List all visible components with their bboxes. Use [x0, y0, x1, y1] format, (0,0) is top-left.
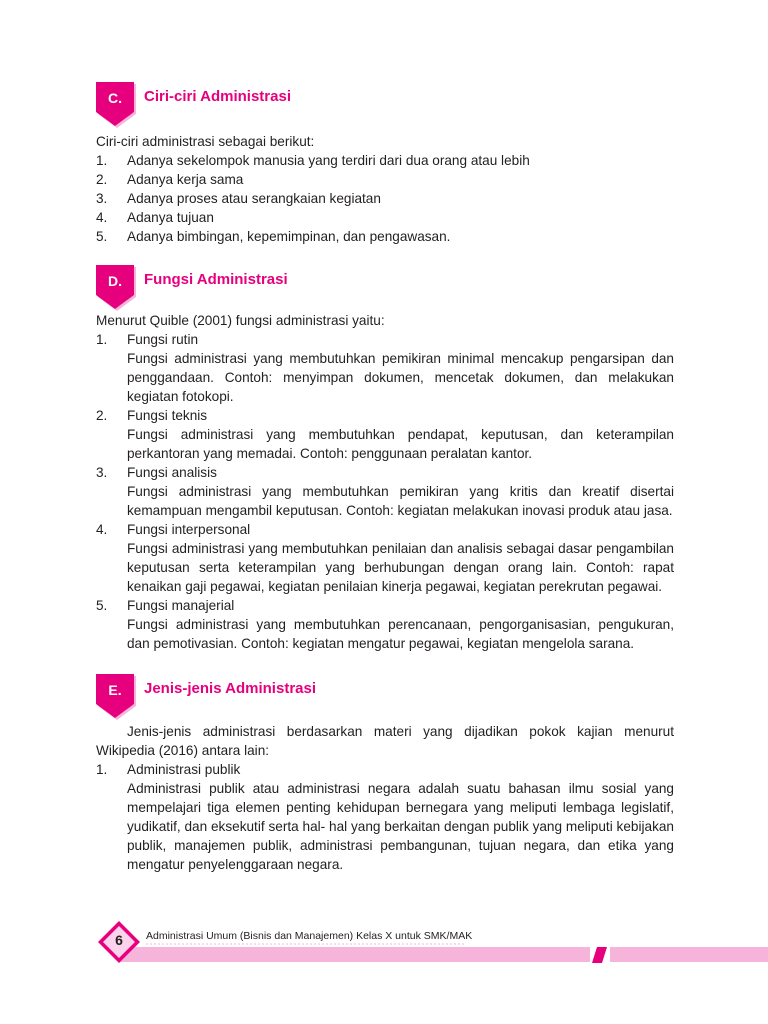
item-number: 2.: [96, 408, 108, 423]
section-title: Jenis-jenis Administrasi: [144, 680, 317, 697]
item-description: Fungsi administrasi yang membutuhkan pemikiran yang kritis dan kreatif disertai kemampuan mengambil keputusan. Contoh: kegiatan melakukan inovasi produk atau jasa.: [127, 484, 674, 518]
list-item: [96, 520, 674, 596]
list-item: [96, 463, 674, 520]
list-item: [96, 596, 674, 653]
item-description: Fungsi administrasi yang membutuhkan perencanaan, pengorganisasian, pengukuran, dan pemotivasian. Contoh: kegiatan mengatur pegawai, kegiatan mengelola sarana.: [127, 617, 674, 651]
section-letter: C.: [108, 90, 122, 106]
section-header: [96, 82, 674, 126]
item-title: Fungsi interpersonal: [127, 522, 251, 537]
item-title: Fungsi teknis: [127, 408, 208, 423]
feature-list: [96, 151, 674, 246]
section-fungsi: [96, 265, 674, 653]
section-title: Fungsi Administrasi: [144, 271, 288, 288]
list-item: [96, 189, 674, 208]
list-item: [96, 227, 674, 246]
item-number: 1.: [96, 332, 108, 347]
item-description: Fungsi administrasi yang membutuhkan pemikiran minimal mencakup pengarsipan dan penggandaan. Contoh: menyimpan dokumen, mencetak dokumen, dan melakukan kegiatan fotokopi.: [127, 351, 674, 404]
list-item: [96, 760, 674, 874]
section-ciri-ciri: [96, 82, 674, 246]
item-text: Adanya proses atau serangkaian kegiatan: [127, 191, 381, 206]
section-header: [96, 674, 674, 718]
function-list: [96, 330, 674, 653]
item-number: 1.: [96, 762, 108, 777]
section-jenis: [96, 674, 674, 874]
item-text: Adanya tujuan: [127, 210, 214, 225]
footer-book-title: Administrasi Umum (Bisnis dan Manajemen) Kelas X untuk SMK/MAK: [146, 930, 473, 942]
item-title: Fungsi analisis: [127, 465, 217, 480]
section-letter: D.: [108, 273, 122, 289]
item-description: Fungsi administrasi yang membutuhkan penilaian dan analisis sebagai dasar pengambilan keputusan serta keterampilan yang berhubungan dengan orang lain. Contoh: rapat kenaikan gaji pegawai, kegiatan penilaian kinerja pegawai, kegiatan perekrutan pegawai.: [127, 541, 674, 594]
list-item: [96, 208, 674, 227]
item-text: Adanya bimbingan, kepemimpinan, dan pengawasan.: [127, 229, 451, 244]
list-item: [96, 406, 674, 463]
item-number: 1.: [96, 153, 108, 168]
list-item: [96, 151, 674, 170]
item-title: Administrasi publik: [127, 762, 241, 777]
item-number: 5.: [96, 598, 108, 613]
item-number: 3.: [96, 191, 108, 206]
item-number: 3.: [96, 465, 108, 480]
section-letter: E.: [108, 682, 122, 698]
list-item: [96, 170, 674, 189]
section-title: Ciri-ciri Administrasi: [144, 88, 291, 105]
item-number: 2.: [96, 172, 108, 187]
section-intro: Ciri-ciri administrasi sebagai berikut:: [96, 134, 315, 149]
item-number: 4.: [96, 522, 108, 537]
item-text: Adanya kerja sama: [127, 172, 244, 187]
item-number: 5.: [96, 229, 108, 244]
list-item: [96, 330, 674, 406]
item-text: Adanya sekelompok manusia yang terdiri dari dua orang atau lebih: [127, 153, 530, 168]
item-description: Fungsi administrasi yang membutuhkan pendapat, keputusan, dan keterampilan perkantoran yang memadai. Contoh: penggunaan peralatan kantor.: [127, 427, 674, 461]
section-intro: Menurut Quible (2001) fungsi administrasi yaitu:: [96, 313, 385, 328]
type-list: [96, 760, 674, 874]
item-number: 4.: [96, 210, 108, 225]
item-title: Fungsi rutin: [127, 332, 199, 347]
item-description: Administrasi publik atau administrasi negara adalah suatu bahasan ilmu sosial yang mempelajari tiga elemen penting kehidupan bernegara yang meliputi lembaga legislatif, yudikatif, dan eksekutif serta hal- hal yang berkaitan dengan publik yang meliputi kebijakan publik, manajemen publik, administrasi pembangunan, tujuan negara, dan etika yang mengatur penyelenggaraan negara.: [127, 781, 674, 872]
page-number: 6: [115, 932, 123, 948]
item-title: Fungsi manajerial: [127, 598, 235, 613]
section-intro: Jenis-jenis administrasi berdasarkan materi yang dijadikan pokok kajian menurut Wikipedia (2016) antara lain:: [96, 724, 674, 758]
section-header: [96, 265, 674, 309]
